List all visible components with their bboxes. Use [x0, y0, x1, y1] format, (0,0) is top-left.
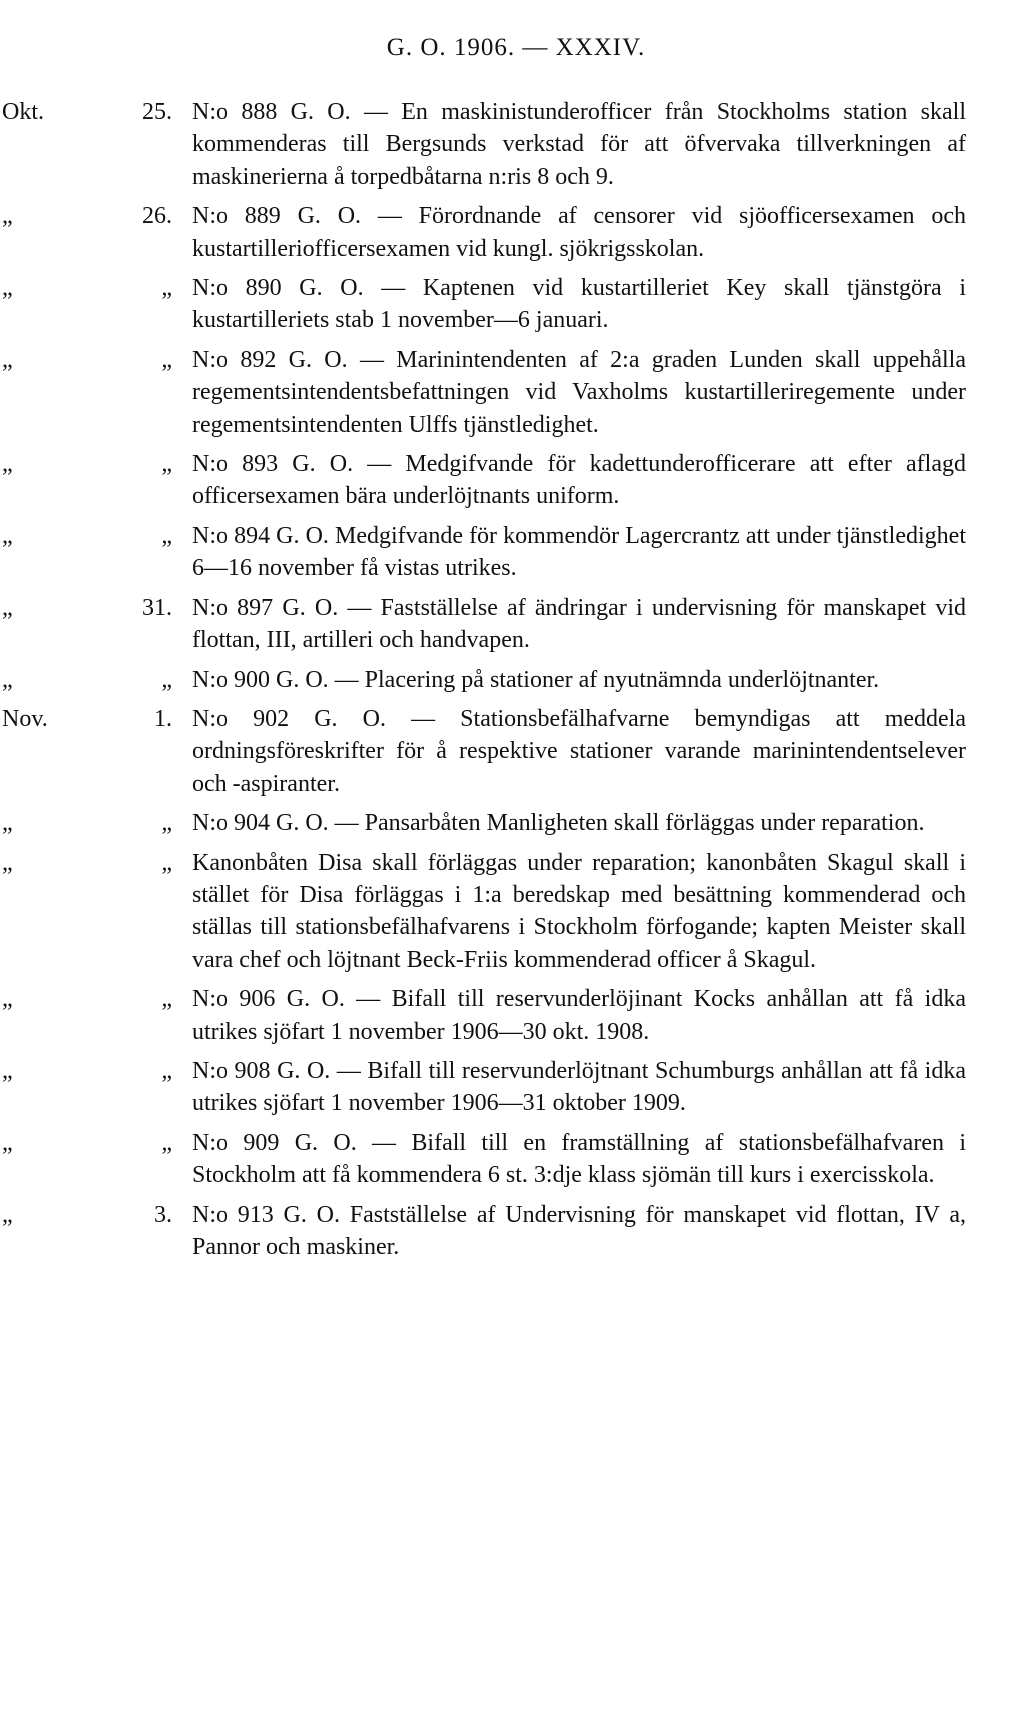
entry-day: „	[161, 451, 172, 478]
entry-text: N:o 906 G. O. — Bifall till reservunderlöjinant Kocks anhållan att få idka utrikes sjöfart 1 november 1906—30 okt. 1908.	[192, 986, 966, 1045]
entry-text: N:o 908 G. O. — Bifall till reservunderlöjtnant Schumburgs anhållan att få idka utrikes sjöfart 1 november 1906—31 oktober 1909.	[192, 1057, 966, 1117]
entry-text: N:o 888 G. O. — En maskinistunderofficer från Stockholms station skall kommenderas till Bergsunds verkstad för att öfvervaka tillverkningen af maskinerierna å torpedbåtarna n:ris 8 och 9.	[192, 99, 966, 190]
entry-day: 31.	[142, 594, 172, 621]
entry-text: N:o 894 G. O. Medgifvande för kommendör Lagercrantz att under tjänstledighet 6—16 november få vistas utrikes.	[192, 522, 966, 582]
entry-text: N:o 904 G. O. — Pansarbåten Manligheten skall förläggas under reparation.	[192, 810, 925, 837]
entry-month: Nov.	[2, 705, 48, 732]
order-entry	[0, 448, 1024, 513]
order-entry	[0, 344, 1024, 441]
entry-month: „	[2, 986, 13, 1013]
entry-month: Okt.	[2, 99, 44, 125]
entry-text: N:o 900 G. O. — Placering på stationer af nyutnämnda underlöjtnanter.	[192, 666, 880, 693]
entry-day: „	[161, 849, 172, 876]
entry-month: „	[2, 275, 13, 302]
entry-text: N:o 892 G. O. — Marinintendenten af 2:a graden Lunden skall uppehålla regementsintendentsbefattningen vid Vaxholms kustartilleriregemente under regementsintendenten Ulffs tjänstledighet.	[192, 346, 966, 438]
order-entry	[0, 983, 1024, 1048]
entry-day: „	[161, 275, 172, 302]
order-entry	[0, 592, 1024, 657]
entry-day: „	[161, 986, 172, 1013]
entry-text: Kanonbåten Disa skall förläggas under reparation; kanonbåten Skagul skall i stället för Disa förläggas i 1:a beredskap med besättning kommenderad och ställas till stationsbefälhafvarens i Stockholm förfogande; kapten Meister skall vara chef och löjtnant Beck-Friis kommenderad officer å Skagul.	[192, 849, 966, 973]
entry-month: „	[2, 1201, 13, 1228]
order-list	[0, 96, 1024, 1270]
entry-month: „	[2, 522, 13, 549]
order-entry	[0, 1055, 1024, 1120]
entry-text: N:o 890 G. O. — Kaptenen vid kustartilleriet Key skall tjänstgöra i kustartilleriets stab 1 november—6 januari.	[192, 275, 966, 334]
entry-month: „	[2, 594, 13, 621]
page-header	[0, 32, 1024, 64]
entry-day: 25.	[142, 99, 172, 125]
entry-text: N:o 889 G. O. — Förordnande af censorer vid sjöofficersexamen och kustartilleriofficersexamen vid kungl. sjökrigsskolan.	[192, 203, 966, 262]
page-title: G. O. 1906. — XXXIV.	[386, 34, 646, 61]
entry-month: „	[2, 849, 13, 876]
entry-text: N:o 909 G. O. — Bifall till en framställning af stationsbefälhafvaren i Stockholm att få kommendera 6 st. 3:dje klass sjömän till kurs i exercisskola.	[192, 1129, 966, 1189]
entry-month: „	[2, 451, 13, 478]
order-entry	[0, 847, 1024, 977]
entry-month: „	[2, 810, 13, 837]
order-entry	[0, 807, 1024, 839]
entry-day: „	[161, 1057, 172, 1084]
order-entry	[0, 1199, 1024, 1264]
entry-text: N:o 913 G. O. Fastställelse af Undervisning för manskapet vid flottan, IV a, Pannor och maskiner.	[192, 1201, 966, 1260]
entry-month: „	[2, 1129, 13, 1156]
entry-day: „	[161, 522, 172, 549]
order-entry	[0, 1127, 1024, 1192]
order-entry	[0, 200, 1024, 265]
entry-day: 26.	[142, 203, 172, 230]
entry-month: „	[2, 666, 13, 693]
entry-day: „	[161, 346, 172, 373]
entry-month: „	[2, 346, 13, 373]
entry-day: 3.	[154, 1201, 172, 1228]
entry-day: „	[161, 1129, 172, 1156]
entry-day: 1.	[154, 705, 172, 732]
order-entry	[0, 272, 1024, 337]
order-entry	[0, 664, 1024, 696]
order-entry	[0, 703, 1024, 800]
entry-text: N:o 902 G. O. — Stationsbefälhafvarne bemyndigas att meddela ordningsföreskrifter för å respektive stationer varande marinintendentselever och -aspiranter.	[192, 705, 966, 797]
entry-month: „	[2, 1057, 13, 1084]
entry-month: „	[2, 203, 13, 230]
entry-day: „	[161, 666, 172, 693]
order-entry	[0, 96, 1024, 193]
entry-text: N:o 893 G. O. — Medgifvande för kadettunderofficerare att efter aflagd officersexamen bära underlöjtnants uniform.	[192, 451, 966, 510]
entry-day: „	[161, 810, 172, 837]
entry-text: N:o 897 G. O. — Fastställelse af ändringar i undervisning för manskapet vid flottan, III, artilleri och handvapen.	[192, 594, 966, 654]
order-entry	[0, 520, 1024, 585]
